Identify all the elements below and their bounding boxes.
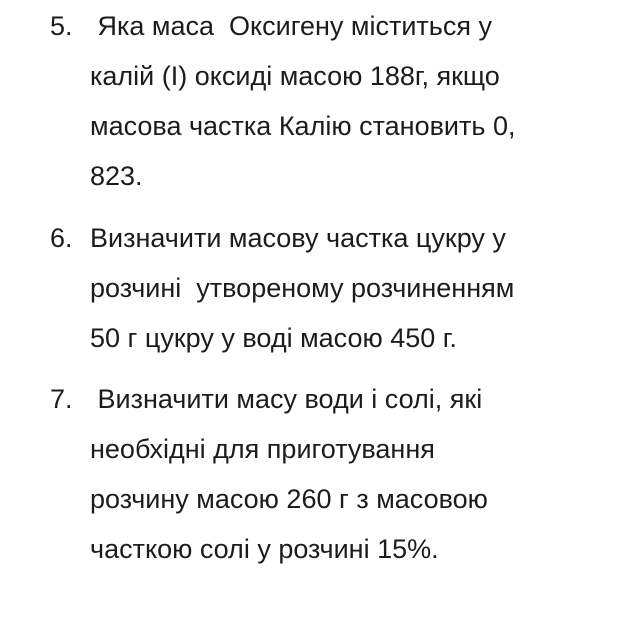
problem-line: 823.: [90, 161, 143, 191]
problem-line: калій (I) оксиді масою 188г, якщо: [90, 61, 500, 91]
problem-line: Визначити масову частка цукру у: [90, 223, 506, 253]
problem-line: 50 г цукру у воді масою 450 г.: [90, 323, 457, 353]
problem-line: Визначити масу води і солі, які: [90, 384, 483, 414]
problem-number: 6.: [50, 223, 73, 253]
problem-line: розчині утвореному розчиненням: [90, 273, 515, 303]
problem-text: [90, 374, 488, 574]
problem-number: 5.: [50, 11, 73, 41]
problem-line: розчину масою 260 г з масовою: [90, 484, 488, 514]
problem-line: Яка маса Оксигену міститься у: [90, 11, 492, 41]
problem-text: [90, 1, 515, 201]
problem-line: масова частка Калію становить 0,: [90, 111, 516, 141]
problem-text: [90, 213, 514, 363]
problem-number: 7.: [50, 384, 73, 414]
problem-line: часткою солі у розчині 15%.: [90, 534, 439, 564]
problem-line: необхідні для приготування: [90, 434, 435, 464]
